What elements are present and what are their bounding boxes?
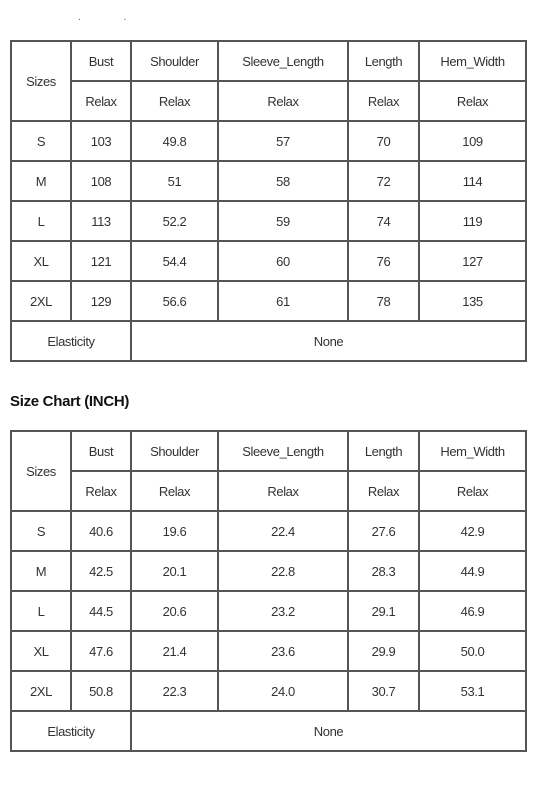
measurement-cell: 53.1 xyxy=(419,671,526,711)
table-row xyxy=(11,511,526,551)
relax-subheader-cell: Relax xyxy=(419,471,526,511)
size-chart-inch-table xyxy=(10,430,527,752)
measurement-cell: 23.6 xyxy=(218,631,348,671)
measurement-cell: 60 xyxy=(218,241,348,281)
column-header-cell: Shoulder xyxy=(131,41,218,81)
elasticity-label-cell: Elasticity xyxy=(11,711,131,751)
measurement-cell: 129 xyxy=(71,281,131,321)
measurement-cell: 57 xyxy=(218,121,348,161)
measurement-cell: 121 xyxy=(71,241,131,281)
measurement-cell: 61 xyxy=(218,281,348,321)
column-header-cell: Bust xyxy=(71,431,131,471)
relax-subheader-cell: Relax xyxy=(218,471,348,511)
relax-subheader-cell: Relax xyxy=(348,471,419,511)
measurement-cell: 29.9 xyxy=(348,631,419,671)
column-header-cell: Hem_Width xyxy=(419,41,526,81)
measurement-cell: 42.9 xyxy=(419,511,526,551)
measurement-cell: 22.4 xyxy=(218,511,348,551)
measurement-cell: 56.6 xyxy=(131,281,218,321)
measurement-cell: 108 xyxy=(71,161,131,201)
sizes-header-cell: Sizes xyxy=(11,431,71,511)
measurement-cell: 70 xyxy=(348,121,419,161)
measurement-cell: 46.9 xyxy=(419,591,526,631)
measurement-cell: 44.9 xyxy=(419,551,526,591)
column-header-cell: Sleeve_Length xyxy=(218,41,348,81)
elasticity-value-cell: None xyxy=(131,321,526,361)
table-row xyxy=(11,551,526,591)
size-label-cell: 2XL xyxy=(11,671,71,711)
measurement-cell: 28.3 xyxy=(348,551,419,591)
table-row xyxy=(11,631,526,671)
measurement-cell: 127 xyxy=(419,241,526,281)
size-label-cell: S xyxy=(11,121,71,161)
measurement-cell: 113 xyxy=(71,201,131,241)
table-row xyxy=(11,281,526,321)
measurement-cell: 52.2 xyxy=(131,201,218,241)
elasticity-row xyxy=(11,711,526,751)
size-label-cell: 2XL xyxy=(11,281,71,321)
subheader-row xyxy=(11,471,526,511)
measurement-cell: 72 xyxy=(348,161,419,201)
measurement-cell: 49.8 xyxy=(131,121,218,161)
size-label-cell: L xyxy=(11,591,71,631)
measurement-cell: 22.8 xyxy=(218,551,348,591)
column-header-cell: Length xyxy=(348,431,419,471)
table-row xyxy=(11,671,526,711)
measurement-cell: 27.6 xyxy=(348,511,419,551)
size-chart-inch-title: Size Chart (INCH) xyxy=(10,393,130,410)
measurement-cell: 42.5 xyxy=(71,551,131,591)
table-row xyxy=(11,591,526,631)
elasticity-row xyxy=(11,321,526,361)
measurement-cell: 135 xyxy=(419,281,526,321)
measurement-cell: 114 xyxy=(419,161,526,201)
column-header-cell: Hem_Width xyxy=(419,431,526,471)
measurement-cell: 74 xyxy=(348,201,419,241)
column-header-cell: Length xyxy=(348,41,419,81)
size-label-cell: L xyxy=(11,201,71,241)
measurement-cell: 119 xyxy=(419,201,526,241)
elasticity-label-cell: Elasticity xyxy=(11,321,131,361)
header-row xyxy=(11,41,526,81)
relax-subheader-cell: Relax xyxy=(419,81,526,121)
table-row xyxy=(11,121,526,161)
relax-subheader-cell: Relax xyxy=(348,81,419,121)
column-header-cell: Bust xyxy=(71,41,131,81)
column-header-cell: Shoulder xyxy=(131,431,218,471)
header-row xyxy=(11,431,526,471)
relax-subheader-cell: Relax xyxy=(131,471,218,511)
measurement-cell: 50.0 xyxy=(419,631,526,671)
measurement-cell: 30.7 xyxy=(348,671,419,711)
top-marks: . . xyxy=(78,12,147,23)
table-row xyxy=(11,201,526,241)
size-label-cell: M xyxy=(11,161,71,201)
measurement-cell: 29.1 xyxy=(348,591,419,631)
measurement-cell: 20.6 xyxy=(131,591,218,631)
relax-subheader-cell: Relax xyxy=(71,81,131,121)
measurement-cell: 19.6 xyxy=(131,511,218,551)
measurement-cell: 44.5 xyxy=(71,591,131,631)
size-label-cell: XL xyxy=(11,631,71,671)
measurement-cell: 47.6 xyxy=(71,631,131,671)
elasticity-value-cell: None xyxy=(131,711,526,751)
measurement-cell: 23.2 xyxy=(218,591,348,631)
subheader-row xyxy=(11,81,526,121)
measurement-cell: 109 xyxy=(419,121,526,161)
measurement-cell: 59 xyxy=(218,201,348,241)
size-chart-cm-table xyxy=(10,40,527,362)
measurement-cell: 76 xyxy=(348,241,419,281)
column-header-cell: Sleeve_Length xyxy=(218,431,348,471)
measurement-cell: 21.4 xyxy=(131,631,218,671)
measurement-cell: 40.6 xyxy=(71,511,131,551)
measurement-cell: 103 xyxy=(71,121,131,161)
table-row xyxy=(11,241,526,281)
size-label-cell: M xyxy=(11,551,71,591)
measurement-cell: 22.3 xyxy=(131,671,218,711)
measurement-cell: 24.0 xyxy=(218,671,348,711)
size-label-cell: S xyxy=(11,511,71,551)
sizes-header-cell: Sizes xyxy=(11,41,71,121)
relax-subheader-cell: Relax xyxy=(71,471,131,511)
measurement-cell: 20.1 xyxy=(131,551,218,591)
measurement-cell: 54.4 xyxy=(131,241,218,281)
measurement-cell: 50.8 xyxy=(71,671,131,711)
measurement-cell: 51 xyxy=(131,161,218,201)
measurement-cell: 78 xyxy=(348,281,419,321)
size-label-cell: XL xyxy=(11,241,71,281)
table-row xyxy=(11,161,526,201)
measurement-cell: 58 xyxy=(218,161,348,201)
relax-subheader-cell: Relax xyxy=(131,81,218,121)
relax-subheader-cell: Relax xyxy=(218,81,348,121)
